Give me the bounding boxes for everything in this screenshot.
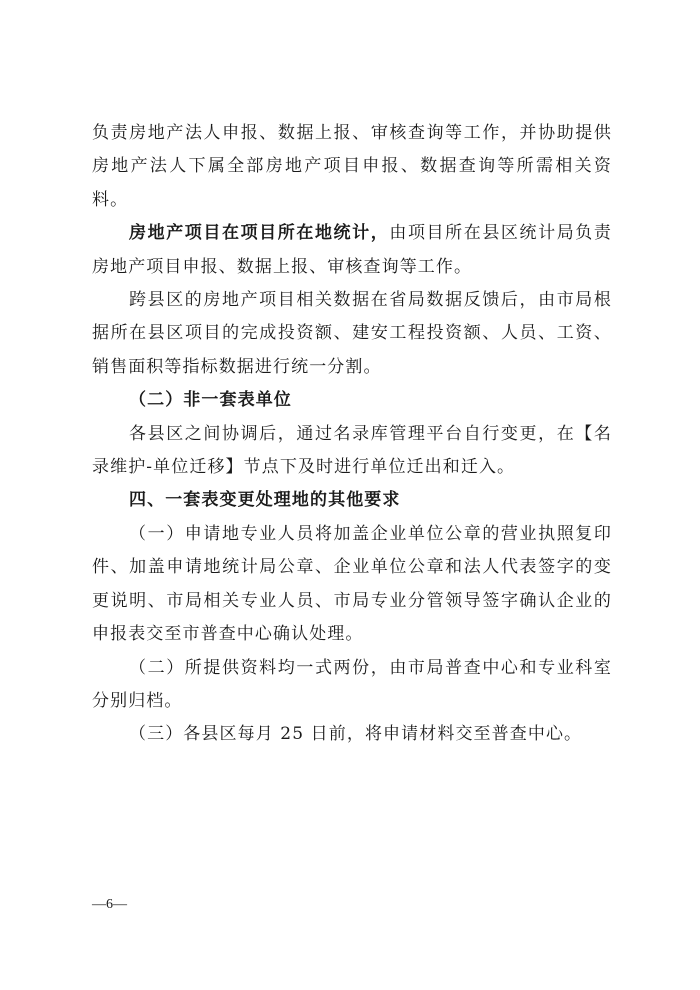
page-number: —6— [92,897,127,912]
section-heading-non-form-units: （二）非一套表单位 [129,390,292,411]
paragraph-requirement-2: （二）所提供资料均一式两份，由市局普查中心和专业科室分别归档。 [92,657,612,711]
paragraph-cross-county-projects: 跨县区的房地产项目相关数据在省局数据反馈后，由市局根据所在县区项目的完成投资额、建安工程投资额、人员、工资、销售面积等指标数据进行统一分割。 [92,290,612,377]
section-heading-other-requirements: 四、一套表变更处理地的其他要求 [129,490,401,511]
paragraph-requirement-3: （三）各县区每月 25 日前，将申请材料交至普查中心。 [129,724,583,745]
paragraph-legal-entity-duties: 负责房地产法人申报、数据上报、审核查询等工作，并协助提供房地产法人下属全部房地产项目申报、数据查询等所需相关资料。 [92,123,612,210]
paragraph-county-coordination: 各县区之间协调后，通过名录库管理平台自行变更，在【名录维护-单位迁移】节点下及时进行单位迁出和迁入。 [92,423,612,478]
paragraph-project-location-stats [92,217,612,284]
document-body [92,117,612,752]
paragraph-requirement-1: （一）申请地专业人员将加盖企业单位公章的营业执照复印件、加盖申请地统计局公章、企业单位公章和法人代表签字的变更说明、市局相关专业人员、市局专业分管领导签字确认企业的申报表交至市普查中心确认处理。 [92,523,612,645]
paragraph-body-text: 由项目所在县区统计局负责房地产项目申报、数据上报、审核查询等工作。 [92,223,612,277]
paragraph-bold-lead: 房地产项目在项目所在地统计， [129,223,390,244]
